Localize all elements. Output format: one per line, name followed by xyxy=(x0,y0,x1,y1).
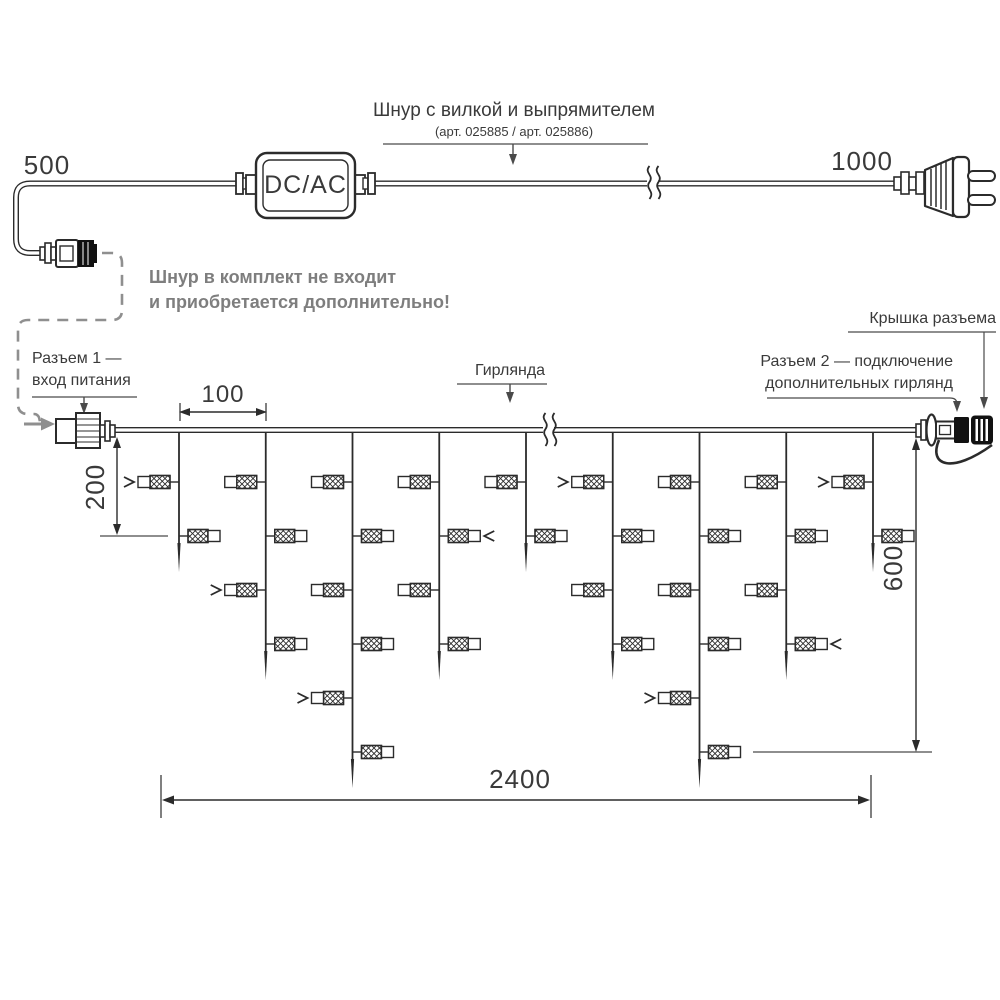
direction-arrow-icon xyxy=(558,477,568,487)
garland-connector-2 xyxy=(916,415,993,464)
light-bulb xyxy=(745,476,786,489)
svg-text:Гирлянда: Гирлянда xyxy=(474,362,546,379)
light-bulb xyxy=(138,476,179,489)
garland-drop xyxy=(485,433,567,572)
light-bulb xyxy=(613,638,654,651)
light-bulb xyxy=(786,530,827,543)
light-bulb xyxy=(700,530,741,543)
converter-label: DC/AC xyxy=(264,171,347,199)
light-bulb xyxy=(353,638,394,651)
light-bulb xyxy=(485,476,526,489)
light-bulb xyxy=(398,584,439,597)
light-bulb xyxy=(572,584,613,597)
garland-drop xyxy=(138,433,220,572)
light-bulb xyxy=(225,584,266,597)
dimension-total-length xyxy=(161,764,871,818)
garland-drops xyxy=(124,433,914,788)
light-bulb xyxy=(659,476,700,489)
direction-arrow-icon xyxy=(645,693,655,703)
connector-cap xyxy=(971,416,993,445)
direction-arrow-icon xyxy=(124,477,134,487)
dc-ac-converter xyxy=(236,153,375,218)
note-line1: Шнур в комплект не входит xyxy=(149,267,397,287)
note-line2: и приобретается дополнительно! xyxy=(149,292,450,312)
direction-arrow-icon xyxy=(211,585,221,595)
garland-drop xyxy=(572,433,654,680)
not-included-note xyxy=(149,267,450,312)
svg-text:дополнительных гирлянд: дополнительных гирлянд xyxy=(765,375,953,392)
direction-arrow-icon xyxy=(298,693,308,703)
svg-text:2400: 2400 xyxy=(489,764,551,794)
garland-section xyxy=(32,310,996,818)
light-bulb xyxy=(439,530,480,543)
svg-text:100: 100 xyxy=(201,381,245,408)
garland-drop xyxy=(745,433,827,680)
light-bulb xyxy=(353,530,394,543)
connector2-label xyxy=(760,353,961,412)
drop-tip xyxy=(524,543,527,572)
direction-arrow-icon xyxy=(831,639,841,649)
cord-output-connector xyxy=(40,240,97,267)
svg-text:вход питания: вход питания xyxy=(32,372,131,389)
light-bulb xyxy=(786,638,827,651)
drop-tip xyxy=(698,759,701,788)
cord-title-leader xyxy=(383,144,648,165)
garland-drop xyxy=(398,433,480,680)
light-bulb xyxy=(312,692,353,705)
light-bulb xyxy=(873,530,914,543)
dimension-drop-spacing xyxy=(179,381,267,421)
svg-text:Разъем 2 — подключение: Разъем 2 — подключение xyxy=(760,353,953,370)
light-bulb xyxy=(745,584,786,597)
cord-subtitle: (арт. 025885 / арт. 025886) xyxy=(434,124,594,139)
light-bulb xyxy=(398,476,439,489)
light-bulb xyxy=(353,746,394,759)
dashed-arrow-icon xyxy=(41,418,55,431)
drop-tip xyxy=(264,651,267,680)
cord-title: Шнур с вилкой и выпрямителем xyxy=(373,100,655,121)
light-bulb xyxy=(832,476,873,489)
light-bulb xyxy=(225,476,266,489)
drop-tip xyxy=(438,651,441,680)
light-bulb xyxy=(659,692,700,705)
light-bulb xyxy=(572,476,613,489)
garland-connector-1 xyxy=(56,413,115,448)
garland-drop xyxy=(659,433,741,788)
light-bulb xyxy=(312,476,353,489)
light-bulb xyxy=(312,584,353,597)
light-bulb xyxy=(659,584,700,597)
svg-text:600: 600 xyxy=(878,544,908,592)
light-bulb xyxy=(266,638,307,651)
garland-label xyxy=(457,362,547,403)
connector1-label xyxy=(32,350,137,414)
garland-drop xyxy=(312,433,394,788)
light-bulb xyxy=(266,530,307,543)
length-1000-label: 1000 xyxy=(831,146,893,176)
light-bulb xyxy=(526,530,567,543)
light-bulb xyxy=(700,746,741,759)
svg-text:200: 200 xyxy=(80,463,110,511)
length-500-label: 500 xyxy=(23,150,71,180)
direction-arrow-icon xyxy=(818,477,828,487)
garland-break-icon xyxy=(543,413,556,446)
dashed-connection-path xyxy=(18,253,122,431)
svg-text:Разъем 1 —: Разъем 1 — xyxy=(32,350,122,367)
direction-arrow-icon xyxy=(484,531,494,541)
cord-break-icon xyxy=(647,166,660,199)
power-plug xyxy=(894,157,995,217)
drop-tip xyxy=(351,759,354,788)
drop-tip xyxy=(871,543,874,572)
drop-tip xyxy=(611,651,614,680)
light-bulb xyxy=(613,530,654,543)
drop-tip xyxy=(785,651,788,680)
light-bulb xyxy=(439,638,480,651)
svg-text:Крышка разъема: Крышка разъема xyxy=(869,310,996,327)
garland-drop xyxy=(225,433,307,680)
light-bulb xyxy=(179,530,220,543)
drop-tip xyxy=(177,543,180,572)
light-bulb xyxy=(700,638,741,651)
